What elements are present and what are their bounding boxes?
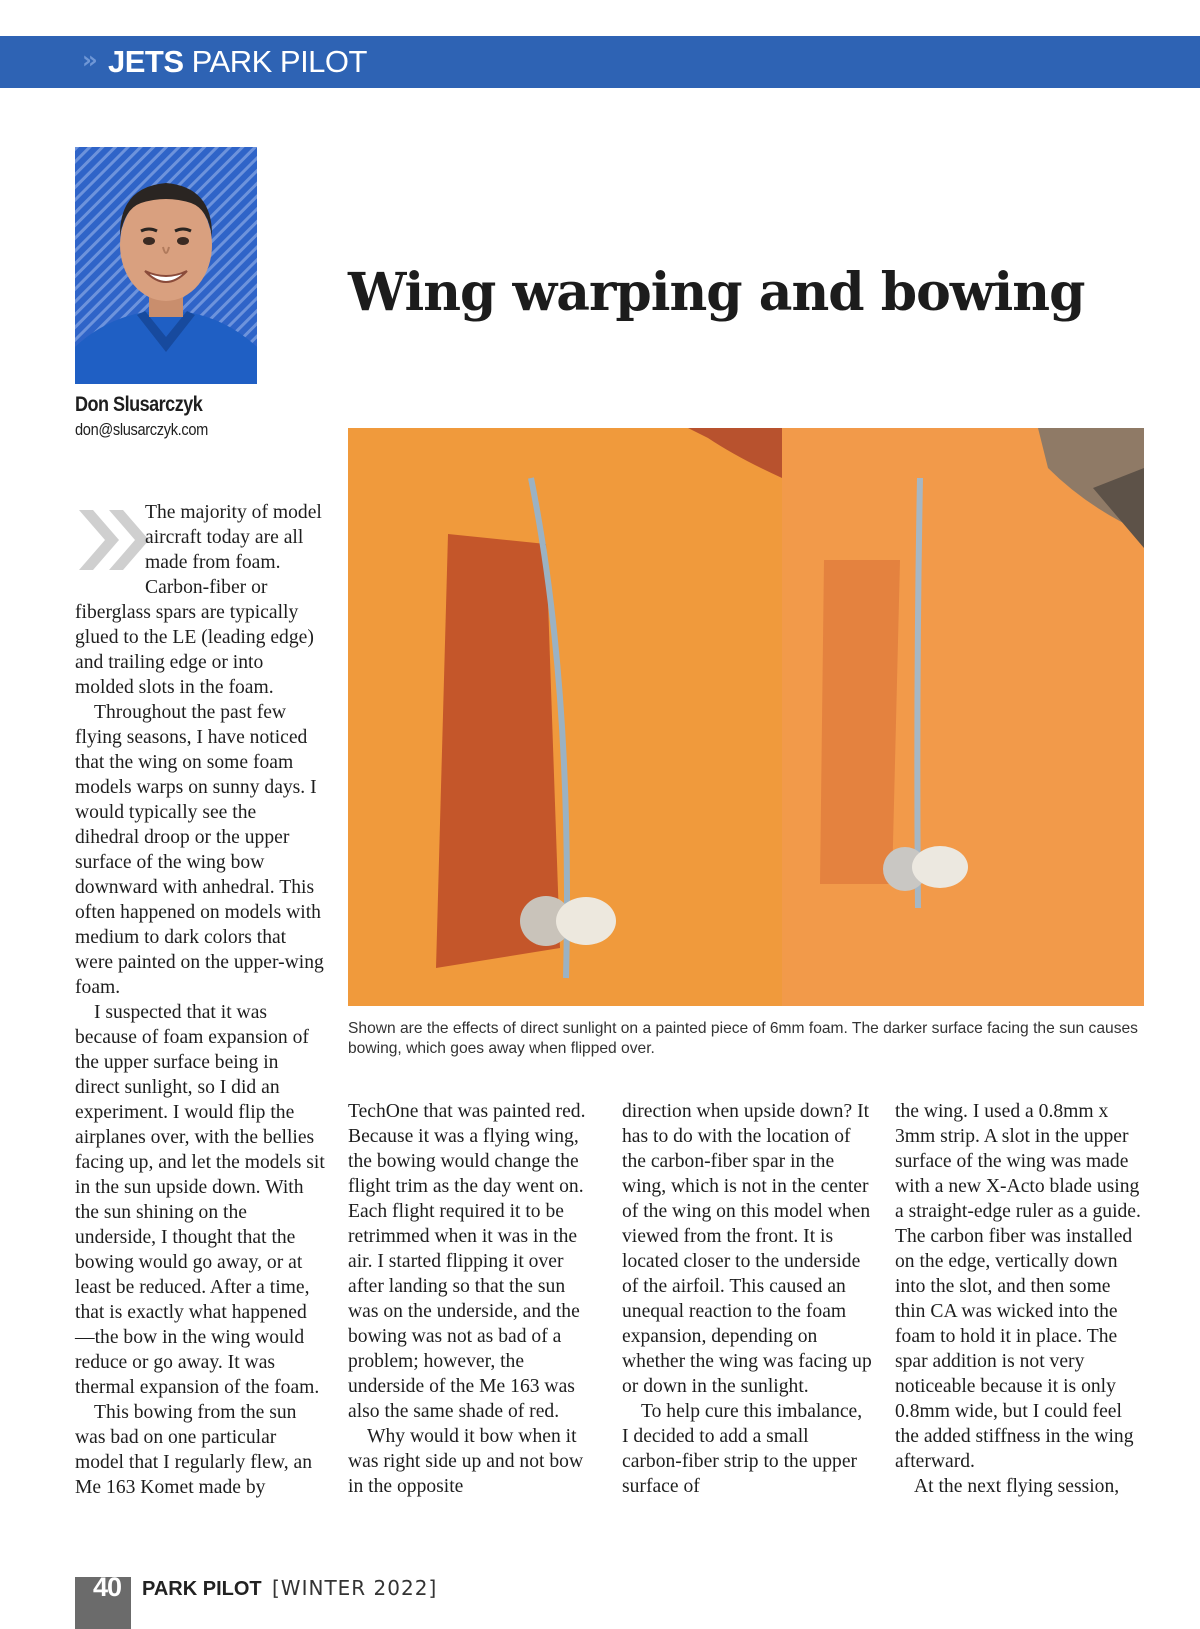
article-title: Wing warping and bowing [348,262,1085,323]
section-header-bar [0,36,1200,88]
article-paragraph: At the next flying session, [914,1476,1120,1497]
article-column-3 [622,1099,872,1499]
author-portrait [75,147,257,384]
article-paragraph: the wing. I used a 0.8mm x 3mm strip. A slot in the upper surface of the wing was made with a new X-Acto blade using a straight-edge ruler as a guide. The carbon fiber was installed on the edge, vertically down into the slot, and then some thin CA was wicked into the foam to hold it in place. The spar addition is not very noticeable because it is only 0.8mm wide, but I could feel the added stiffness in the wing afterward. [895,1101,1141,1472]
article-paragraph: direction when upside down? It has to do with the location of the carbon-fiber spar in the wing, which is not in the center of the wing on this model when viewed from the front. It is located closer to the underside of the airfoil. This caused an unequal reaction to the foam expansion, depending on whether the wing was facing up or down in the sunlight. [622,1101,872,1397]
section-label [108,44,367,80]
article-column-4 [895,1099,1145,1499]
issue-label: [WINTER 2022] [272,1576,438,1600]
article-paragraph: The majority of model aircraft today are all made from foam. Carbon-fiber or fiberglass spars are typically glued to the LE (leading edge) and trailing edge or into molded slots in the foam. [75,502,322,698]
section-label-bold: JETS [108,44,184,79]
article-paragraph: Throughout the past few flying seasons, I have noticed that the wing on some foam models warps on sunny days. I would typically see the dihedral droop or the upper surface of the wing bow downward with anhedral. This often happened on models with medium to dark colors that were painted on the upper-wing foam. [75,702,324,998]
article-paragraph: This bowing from the sun was bad on one particular model that I regularly flew, an Me 163 Komet made by [75,1402,313,1498]
magazine-name: PARK PILOT [142,1578,262,1600]
article-paragraph: Why would it bow when it was right side up and not bow in the opposite [348,1426,584,1497]
double-chevron-icon [75,504,153,576]
article-paragraph: I suspected that it was because of foam expansion of the upper surface being in direct sunlight, so I did an experiment. I would flip the airplanes over, with the bellies facing up, and let the models sit in the sun upside down. With the sun shining on the underside, I thought that the bowing would go away, or at least be reduced. After a time, that is exactly what happened—the bow in the wing would reduce or go away. It was thermal expansion of the foam. [75,1002,325,1398]
section-label-light: PARK PILOT [191,44,367,79]
article-column-2 [348,1099,598,1499]
double-chevron-icon: ›› [82,46,94,74]
article-column-1 [75,500,325,1500]
foam-bowing-photo [348,428,1144,1006]
author-email[interactable]: don@slusarczyk.com [75,420,208,439]
article-paragraph: TechOne that was painted red. Because it was a flying wing, the bowing would change the flight trim as the day went on. Each flight required it to be retrimmed when it was in the air. I started flipping it over after landing so that the sun was on the underside, and the bowing was not as bad of a problem; however, the underside of the Me 163 was also the same shade of red. [348,1101,586,1422]
author-name: Don Slusarczyk [75,393,203,416]
page-number: 40 [93,1572,122,1602]
article-paragraph: To help cure this imbalance, I decided to add a small carbon-fiber strip to the upper surface of [622,1401,863,1497]
photo-caption: Shown are the effects of direct sunlight on a painted piece of 6mm foam. The darker surface facing the sun causes bowing, which goes away when flipped over. [348,1020,1138,1057]
